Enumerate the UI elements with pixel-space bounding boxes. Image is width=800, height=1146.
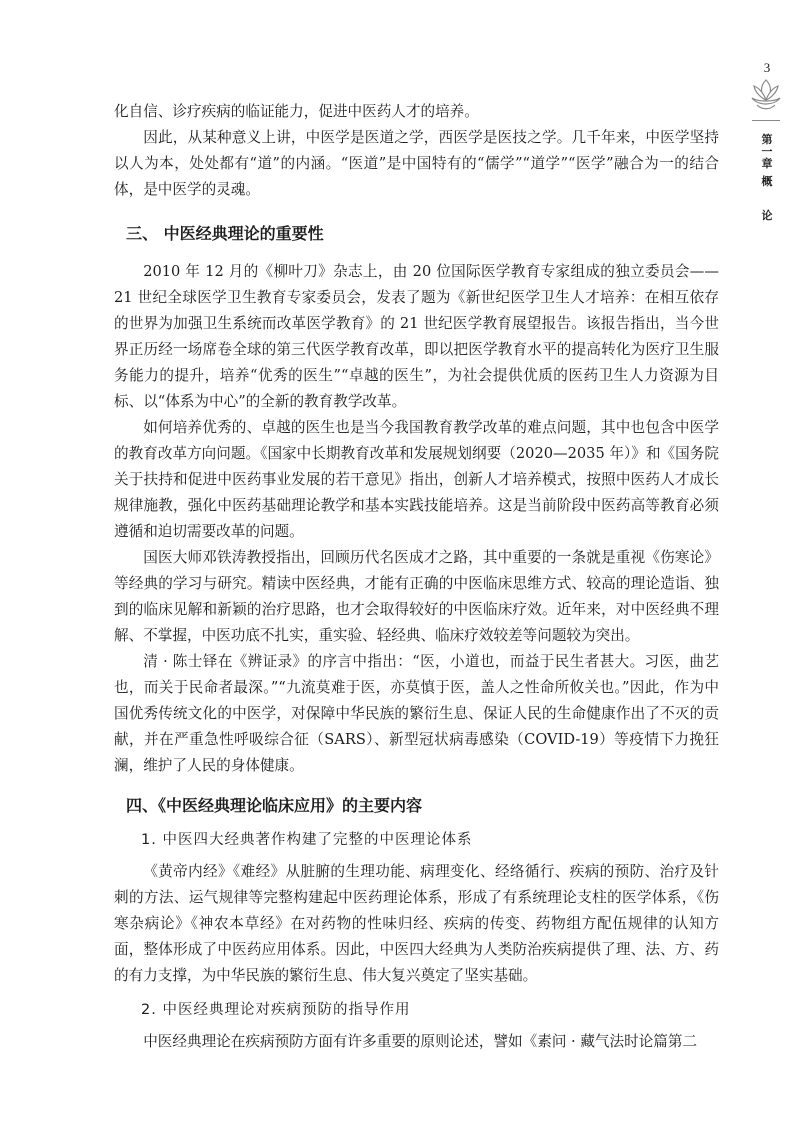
chapter-label-char: 第 [761, 133, 773, 146]
lotus-icon [748, 78, 784, 112]
subsection-heading-2: 2. 中医经典理论对疾病预防的指导作用 [141, 1002, 411, 1018]
paragraph-prevention: 中医经典理论在疾病预防方面有许多重要的原则论述，譬如《素问 · 藏气法时论篇第二 [143, 1033, 698, 1050]
paragraph-classics: 《黄帝内经》《难经》从脏腑的生理功能、病理变化、经络循行、疾病的预防、治疗及针刺的方法、运气规律等完整构建起中医药理论体系，形成了有系统理论支柱的医学体系，《伤寒杂病论》《神农本草经》在对药物的性味归经、疾病的传变、药物组方配伍规律的认知方面，整体形成了中医药应用体系。因此，中医四大经典为人类防治疾病提供了理、法、方、药的有力支撑，为中华民族的繁衍生息、伟大复兴奠定了坚实基础。 [114, 863, 719, 984]
section-heading-3: 三、 中医经典理论的重要性 [126, 224, 324, 243]
chapter-title-char: 概 [761, 175, 773, 188]
section-heading-4: 四、《中医经典理论临床应用》的主要内容 [126, 796, 423, 815]
page-number: 3 [763, 60, 771, 75]
chapter-label-char: 章 [761, 157, 773, 170]
page-body [114, 99, 719, 1055]
paragraph-deng: 国医大师邓铁涛教授指出，回顾历代名医成才之路，其中重要的一条就是重视《伤寒论》等经典的学习与研究。精读中医经典，才能有正确的中医临床思维方式、较高的理论造诣、独到的临床见解和新颖的治疗思路，也才会取得较好的中医临床疗效。近年来，对中医经典不理解、不掌握，中医功底不扎实，重实验、轻经典、临床疗效较差等问题较为突出。 [114, 549, 719, 644]
paragraph-reform: 如何培养优秀的、卓越的医生也是当今我国教育教学改革的难点问题，其中也包含中医学的教育改革方向问题。《国家中长期教育改革和发展规划纲要（2020—2035 年）》和《国务院关于扶持和促进中医药事业发展的若干意见》指出，创新人才培养模式，按照中医药人才成长规律施教，强化中医药基础理论教学和基本实践技能培养。这是当前阶段中医药高等教育必须遵循和迫切需要改革的问题。 [114, 419, 719, 540]
chapter-side-label [757, 134, 777, 222]
paragraph-lancet: 2010 年 12 月的《柳叶刀》杂志上，由 20 位国际医学教育专家组成的独立委员会——21 世纪全球医学卫生教育专家委员会，发表了题为《新世纪医学卫生人才培养：在相互依存的世界为加强卫生系统而改革医学教育》的 21 世纪医学教育展望报告。该报告指出，当今世界正历经一场席卷全球的第三代医学教育改革，即以把医学教育水平的提高转化为医疗卫生服务能力的提升，培养“优秀的医生”“卓越的医生”，为社会提供优质的医药卫生人力资源为目标、以“体系为中心”的全新的教育教学改革。 [114, 263, 719, 410]
paragraph-chen: 清 · 陈士铎在《辨证录》的序言中指出：“医，小道也，而益于民生者甚大。习医，曲艺也，而关于民命者最深。”“九流莫难于医，亦莫慎于医，盖人之性命所攸关也。”因此，作为中国优秀传统文化的中医学，对保障中华民族的繁衍生息、保证人民的生命健康作出了不灭的贡献，并在严重急性呼吸综合征（SARS）、新型冠状病毒感染（COVID-19）等疫情下力挽狂澜，维护了人民的身体健康。 [114, 653, 719, 774]
subsection-heading-1: 1. 中医四大经典著作构建了完整的中医理论体系 [141, 832, 473, 848]
chapter-label-char: 一 [761, 145, 773, 158]
paragraph-intro-continuation: 化自信、诊疗疾病的临证能力，促进中医药人才的培养。 [114, 103, 479, 120]
side-divider [752, 120, 780, 121]
paragraph-yidao: 因此，从某种意义上讲，中医学是医道之学，西医学是医技之学。几千年来，中医学坚持以人为本，处处都有“道”的内涵。“医道”是中国特有的“儒学”“道学”“医学”融合为一的结合体，是中医学的灵魂。 [114, 129, 719, 198]
chapter-title-char: 论 [761, 209, 773, 222]
